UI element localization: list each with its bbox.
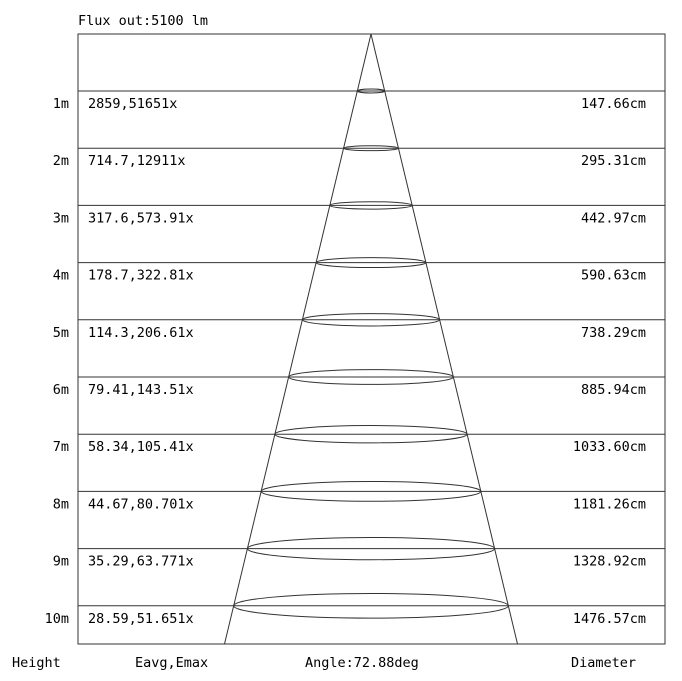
row-illuminance-value: 79.41,143.51x — [88, 382, 194, 398]
row-diameter-value: 738.29cm — [580, 324, 646, 341]
row-height-label: 4m — [52, 267, 69, 284]
row-illuminance-value: 2859,51651x — [88, 96, 178, 112]
row-diameter-value: 295.31cm — [580, 153, 646, 170]
footer-height-label: Height — [12, 655, 61, 671]
row-illuminance-value: 44.67,80.701x — [88, 496, 194, 513]
row-diameter-value: 1033.60cm — [572, 439, 646, 456]
footer-angle-label: Angle:72.88deg — [305, 655, 419, 671]
cone-right-edge — [371, 34, 518, 644]
row-illuminance-value: 58.34,105.41x — [88, 439, 194, 456]
footer-diameter-label: Diameter — [571, 655, 637, 671]
row-diameter-value: 1476.57cm — [572, 610, 646, 627]
cone-left-edge — [225, 34, 372, 644]
row-illuminance-value: 714.7,12911x — [88, 153, 186, 170]
row-illuminance-value: 178.7,322.81x — [88, 267, 194, 284]
row-height-label: 10m — [44, 610, 69, 627]
row-height-label: 3m — [52, 210, 69, 227]
footer-eavg-emax-label: Eavg,Emax — [135, 655, 209, 671]
row-diameter-value: 1181.26cm — [572, 496, 646, 513]
row-height-label: 2m — [52, 153, 69, 170]
row-height-label: 6m — [52, 382, 69, 398]
row-height-label: 1m — [52, 96, 69, 112]
row-diameter-value: 442.97cm — [580, 210, 646, 227]
row-illuminance-value: 35.29,63.771x — [88, 553, 194, 570]
flux-out-label: Flux out:5100 lm — [78, 13, 209, 29]
row-diameter-value: 590.63cm — [580, 267, 646, 284]
row-height-label: 7m — [52, 439, 69, 456]
row-height-label: 8m — [52, 496, 69, 513]
row-diameter-value: 147.66cm — [580, 96, 646, 112]
row-height-label: 9m — [52, 553, 69, 570]
row-illuminance-value: 114.3,206.61x — [88, 324, 194, 341]
row-diameter-value: 1328.92cm — [572, 553, 646, 570]
row-height-label: 5m — [52, 324, 69, 341]
row-diameter-value: 885.94cm — [580, 382, 646, 398]
row-illuminance-value: 317.6,573.91x — [88, 210, 194, 227]
row-illuminance-value: 28.59,51.651x — [88, 610, 194, 627]
